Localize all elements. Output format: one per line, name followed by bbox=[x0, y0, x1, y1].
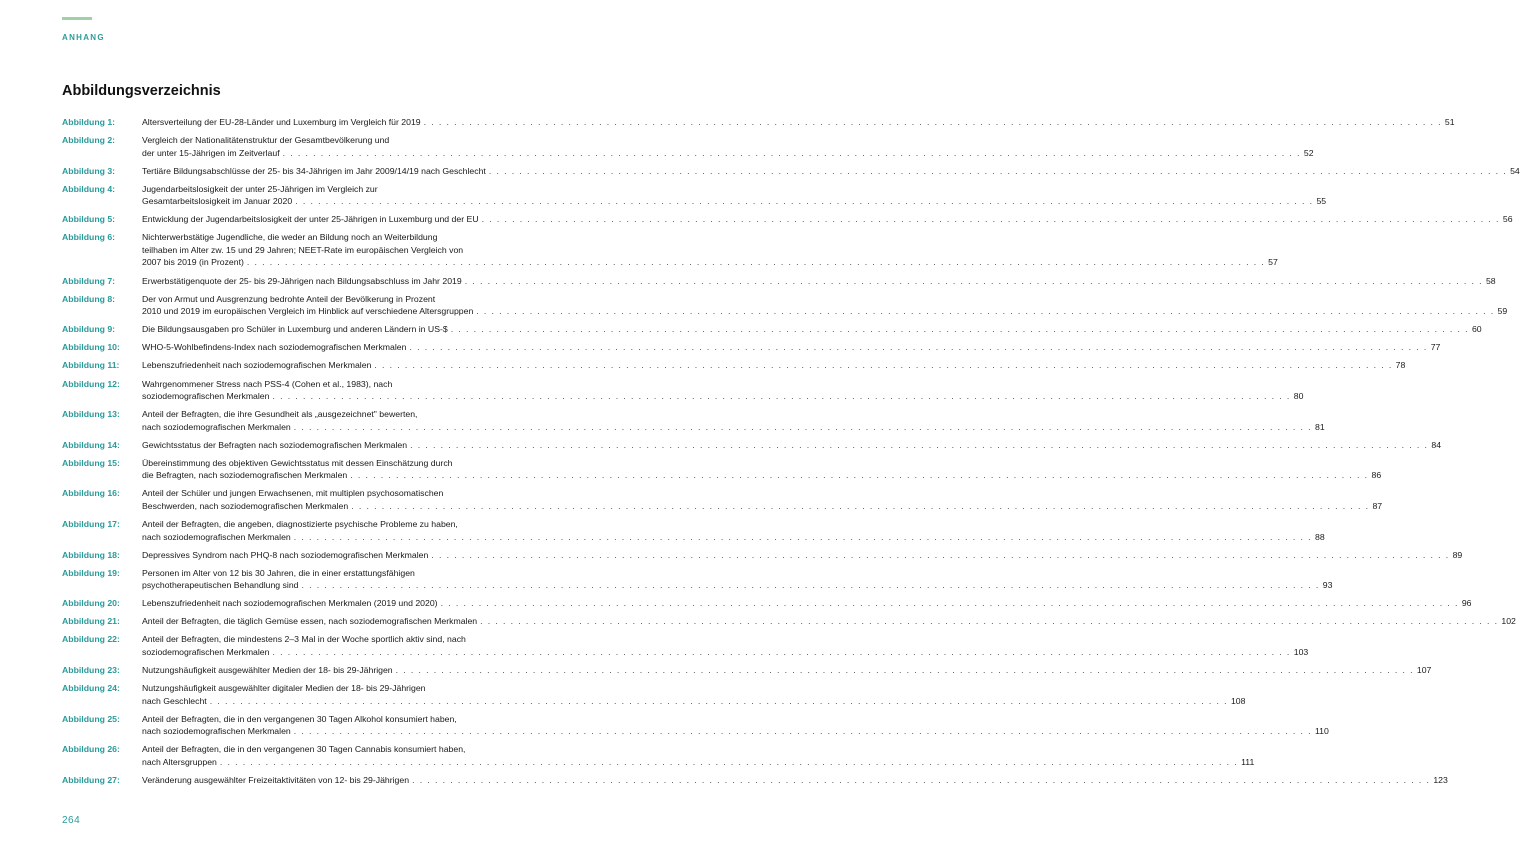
figure-label: Abbildung 5: bbox=[62, 214, 116, 225]
figure-title-line: psychotherapeutischen Behandlung sind bbox=[142, 580, 299, 591]
figure-description bbox=[142, 518, 1325, 543]
figure-label: Abbildung 22: bbox=[62, 634, 120, 645]
figure-description bbox=[142, 213, 1513, 226]
figure-title-line: Anteil der Befragten, die in den vergangenen 30 Tagen Cannabis konsumiert haben, bbox=[142, 744, 466, 755]
dot-leader bbox=[217, 756, 1241, 769]
dot-leader bbox=[393, 664, 1417, 677]
figure-title-line: Anteil der Befragten, die in den vergangenen 30 Tagen Alkohol konsumiert haben, bbox=[142, 713, 457, 724]
figure-label: Abbildung 1: bbox=[62, 117, 116, 127]
figure-page-number[interactable]: 78 bbox=[1395, 360, 1406, 371]
figure-label: Abbildung 13: bbox=[62, 409, 120, 420]
dot-leader bbox=[486, 165, 1510, 178]
figure-entry[interactable] bbox=[62, 615, 1516, 628]
figure-label: Abbildung 25: bbox=[62, 713, 120, 724]
figure-label: Abbildung 23: bbox=[62, 665, 120, 676]
figure-page-number[interactable]: 55 bbox=[1316, 196, 1327, 207]
figure-page-number[interactable]: 77 bbox=[1430, 342, 1441, 353]
figure-title-line: Nichterwerbstätige Jugendliche, die weder an Bildung noch an Weiterbildung bbox=[142, 232, 438, 243]
figure-page-number[interactable]: 59 bbox=[1497, 306, 1508, 317]
figure-title-line: soziodemografischen Merkmalen bbox=[142, 391, 270, 402]
figure-title-line: nach soziodemografischen Merkmalen bbox=[142, 726, 291, 737]
figure-label: Abbildung 20: bbox=[62, 598, 120, 609]
figure-entry[interactable] bbox=[62, 774, 1448, 787]
figure-title-line: Entwicklung der Jugendarbeitslosigkeit der unter 25-Jährigen in Luxemburg und der EU bbox=[142, 214, 479, 225]
figure-title-line: Altersverteilung der EU-28-Länder und Luxemburg im Vergleich für 2019 bbox=[142, 117, 421, 127]
figure-entry[interactable] bbox=[62, 549, 1463, 562]
figure-label: Abbildung 18: bbox=[62, 549, 120, 560]
figure-title-line: teilhaben im Alter zw. 15 und 29 Jahren; NEET-Rate im europäischen Vergleich von bbox=[142, 244, 464, 255]
figure-title-line: Wahrgenommener Stress nach PSS-4 (Cohen et al., 1983), nach bbox=[142, 378, 393, 389]
figure-label: Abbildung 24: bbox=[62, 683, 120, 694]
figure-entry[interactable] bbox=[62, 518, 1325, 543]
figure-description bbox=[142, 359, 1405, 372]
dot-leader bbox=[207, 695, 1231, 708]
figure-title-line: nach Altersgruppen bbox=[142, 756, 217, 767]
figure-entry[interactable] bbox=[62, 341, 1441, 354]
page-number: 264 bbox=[62, 815, 81, 826]
figure-label: Abbildung 4: bbox=[62, 183, 116, 194]
figure-page-number[interactable]: 80 bbox=[1293, 391, 1304, 402]
figure-page-number[interactable]: 57 bbox=[1268, 257, 1278, 268]
dot-leader bbox=[473, 305, 1497, 318]
figure-entry[interactable] bbox=[62, 664, 1432, 677]
figure-label: Abbildung 21: bbox=[62, 616, 120, 627]
figure-title-line: Anteil der Befragten, die mindestens 2–3 Mal in der Woche sportlich aktiv sind, nach bbox=[142, 634, 466, 645]
figure-description bbox=[142, 378, 1303, 403]
figure-label: Abbildung 27: bbox=[62, 774, 120, 785]
figure-entry[interactable] bbox=[62, 359, 1406, 372]
section-label: ANHANG bbox=[62, 33, 105, 42]
figure-label: Abbildung 11: bbox=[62, 360, 120, 371]
figure-page-number[interactable]: 96 bbox=[1461, 598, 1472, 609]
figure-description bbox=[142, 116, 1455, 129]
figure-description bbox=[142, 664, 1431, 677]
figure-entry[interactable] bbox=[62, 439, 1442, 452]
figure-entry[interactable] bbox=[62, 213, 1513, 226]
figure-title-line: der unter 15-Jährigen im Zeitverlauf bbox=[142, 147, 280, 158]
figure-title-line: 2010 und 2019 im europäischen Vergleich im Hinblick auf verschiedene Altersgruppen bbox=[142, 306, 474, 317]
figure-label: Abbildung 9: bbox=[62, 324, 116, 335]
header-accent-bar bbox=[62, 17, 92, 20]
figure-entry[interactable] bbox=[62, 378, 1304, 403]
figure-title-line: nach soziodemografischen Merkmalen bbox=[142, 421, 291, 432]
figure-page-number[interactable]: 107 bbox=[1416, 665, 1432, 676]
figure-page-number[interactable]: 81 bbox=[1314, 421, 1325, 432]
figure-entry[interactable] bbox=[62, 457, 1382, 482]
figure-page-number[interactable]: 89 bbox=[1452, 549, 1463, 560]
figure-title-line: nach soziodemografischen Merkmalen bbox=[142, 531, 291, 542]
figure-entry[interactable] bbox=[62, 487, 1383, 512]
figure-description bbox=[142, 487, 1382, 512]
figure-page-number[interactable]: 123 bbox=[1433, 774, 1448, 785]
figure-title-line: Übereinstimmung des objektiven Gewichtsstatus mit dessen Einschätzung durch bbox=[142, 457, 453, 468]
dot-leader bbox=[407, 439, 1431, 452]
figure-title-line: Anteil der Befragten, die ihre Gesundheit als „ausgezeichnet" bewerten, bbox=[142, 409, 418, 420]
figure-page-number[interactable]: 60 bbox=[1471, 324, 1482, 335]
figure-page-number[interactable]: 111 bbox=[1241, 756, 1255, 767]
figure-page-number[interactable]: 86 bbox=[1371, 470, 1382, 481]
figure-description bbox=[142, 183, 1326, 208]
figure-title-line: WHO-5-Wohlbefindens-Index nach soziodemografischen Merkmalen bbox=[142, 342, 407, 353]
figure-page-number[interactable]: 84 bbox=[1431, 439, 1442, 450]
figure-label: Abbildung 14: bbox=[62, 439, 120, 450]
figure-page-number[interactable]: 54 bbox=[1510, 165, 1520, 176]
figure-description bbox=[142, 275, 1496, 288]
figure-page-number[interactable]: 102 bbox=[1501, 616, 1516, 627]
dot-leader bbox=[269, 646, 1293, 659]
dot-leader bbox=[371, 359, 1395, 372]
figure-title-line: Gewichtsstatus der Befragten nach soziodemografischen Merkmalen bbox=[142, 439, 408, 450]
figure-title-line: soziodemografischen Merkmalen bbox=[142, 646, 270, 657]
figure-title-line: Anteil der Schüler und jungen Erwachsenen, mit multiplen psychosomatischen bbox=[142, 488, 444, 499]
figure-description bbox=[142, 743, 1254, 768]
figure-page-number[interactable]: 56 bbox=[1502, 214, 1513, 225]
figure-title-line: Anteil der Befragten, die angeben, diagnostizierte psychische Probleme zu haben, bbox=[142, 519, 458, 529]
dot-leader bbox=[292, 195, 1316, 208]
figure-title-line: Vergleich der Nationalitätenstruktur der Gesamtbevölkerung und bbox=[142, 135, 390, 146]
dot-leader bbox=[409, 774, 1433, 787]
figure-description bbox=[142, 549, 1462, 562]
figure-entry[interactable] bbox=[62, 408, 1325, 433]
figure-title-line: Jugendarbeitslosigkeit der unter 25-Jährigen im Vergleich zur bbox=[142, 183, 378, 194]
figure-page-number[interactable]: 108 bbox=[1230, 695, 1246, 706]
dot-leader bbox=[280, 147, 1304, 160]
figure-title-line: Veränderung ausgewählter Freizeitaktivitäten von 12- bis 29-Jährigen bbox=[142, 774, 410, 785]
figure-title-line: Anteil der Befragten, die täglich Gemüse essen, nach soziodemografischen Merkmalen bbox=[142, 616, 478, 627]
dot-leader bbox=[348, 500, 1372, 513]
figure-description bbox=[142, 615, 1516, 628]
figure-description bbox=[142, 567, 1332, 592]
figure-page-number[interactable]: 93 bbox=[1322, 580, 1333, 591]
figure-title-line: Nutzungshäufigkeit ausgewählter digitaler Medien der 18- bis 29-Jährigen bbox=[142, 683, 426, 694]
figure-entry[interactable] bbox=[62, 183, 1327, 208]
figure-title-line: Erwerbstätigenquote der 25- bis 29-Jährigen nach Bildungsabschluss im Jahr 2019 bbox=[142, 275, 462, 286]
figure-entry[interactable] bbox=[62, 323, 1482, 336]
figure-description bbox=[142, 597, 1471, 610]
figure-page-number[interactable]: 87 bbox=[1372, 500, 1383, 511]
figure-title-line: Personen im Alter von 12 bis 30 Jahren, die in einer erstattungsfähigen bbox=[142, 567, 415, 578]
figure-label: Abbildung 12: bbox=[62, 378, 120, 389]
figure-title-line: Depressives Syndrom nach PHQ-8 nach soziodemografischen Merkmalen bbox=[142, 549, 429, 560]
figure-title-line: die Befragten, nach soziodemografischen Merkmalen bbox=[142, 470, 348, 481]
figure-entry[interactable] bbox=[62, 743, 1255, 768]
dot-leader bbox=[291, 531, 1315, 544]
figure-page-number[interactable]: 88 bbox=[1314, 531, 1325, 542]
figure-page-number[interactable]: 51 bbox=[1444, 117, 1455, 127]
figure-list bbox=[62, 116, 1520, 792]
figure-page-number[interactable]: 52 bbox=[1303, 147, 1314, 158]
figure-description bbox=[142, 682, 1245, 707]
figure-label: Abbildung 16: bbox=[62, 488, 120, 499]
dot-leader bbox=[421, 116, 1445, 129]
figure-description bbox=[142, 633, 1308, 658]
figure-title-line: Lebenszufriedenheit nach soziodemografischen Merkmalen bbox=[142, 360, 372, 371]
figure-title-line: nach Geschlecht bbox=[142, 695, 207, 706]
figure-title-line: Nutzungshäufigkeit ausgewählter Medien der 18- bis 29-Jährigen bbox=[142, 665, 393, 676]
figure-entry[interactable] bbox=[62, 134, 1314, 159]
figure-entry[interactable] bbox=[62, 713, 1329, 738]
dot-leader bbox=[406, 341, 1430, 354]
dot-leader bbox=[291, 421, 1315, 434]
figure-description bbox=[142, 341, 1440, 354]
figure-title-line: Gesamtarbeitslosigkeit im Januar 2020 bbox=[142, 196, 293, 207]
figure-entry[interactable] bbox=[62, 682, 1246, 707]
figure-label: Abbildung 15: bbox=[62, 457, 120, 468]
figure-label: Abbildung 17: bbox=[62, 519, 120, 529]
figure-label: Abbildung 3: bbox=[62, 165, 116, 176]
figure-entry[interactable] bbox=[62, 567, 1333, 592]
figure-entry[interactable] bbox=[62, 633, 1309, 658]
page-title: Abbildungsverzeichnis bbox=[62, 83, 221, 99]
dot-leader bbox=[477, 615, 1501, 628]
dot-leader bbox=[291, 725, 1315, 738]
figure-entry[interactable] bbox=[62, 231, 1278, 269]
figure-label: Abbildung 6: bbox=[62, 232, 116, 243]
figure-entry[interactable] bbox=[62, 275, 1496, 288]
figure-entry[interactable] bbox=[62, 597, 1472, 610]
figure-description bbox=[142, 408, 1325, 433]
figure-title-line: 2007 bis 2019 (in Prozent) bbox=[142, 257, 244, 268]
figure-title-line: Der von Armut und Ausgrenzung bedrohte Anteil der Bevölkerung in Prozent bbox=[142, 293, 436, 304]
figure-label: Abbildung 26: bbox=[62, 744, 120, 755]
figure-description bbox=[142, 323, 1482, 336]
figure-description bbox=[142, 439, 1441, 452]
figure-description bbox=[142, 774, 1448, 787]
figure-description bbox=[142, 231, 1278, 269]
dot-leader bbox=[438, 597, 1462, 610]
figure-entry[interactable] bbox=[62, 165, 1520, 178]
figure-page-number[interactable]: 103 bbox=[1293, 646, 1309, 657]
dot-leader bbox=[448, 323, 1472, 336]
figure-title-line: Beschwerden, nach soziodemografischen Merkmalen bbox=[142, 500, 349, 511]
dot-leader bbox=[299, 579, 1323, 592]
figure-label: Abbildung 8: bbox=[62, 293, 116, 304]
figure-page-number[interactable]: 58 bbox=[1485, 275, 1496, 286]
figure-label: Abbildung 2: bbox=[62, 135, 116, 146]
dot-leader bbox=[462, 275, 1486, 288]
figure-description bbox=[142, 293, 1507, 318]
figure-label: Abbildung 10: bbox=[62, 342, 120, 353]
dot-leader bbox=[428, 549, 1452, 562]
figure-description bbox=[142, 457, 1381, 482]
figure-label: Abbildung 7: bbox=[62, 275, 116, 286]
figure-label: Abbildung 19: bbox=[62, 567, 120, 578]
figure-description bbox=[142, 165, 1520, 178]
dot-leader bbox=[479, 213, 1503, 226]
dot-leader bbox=[347, 469, 1371, 482]
figure-title-line: Tertiäre Bildungsabschlüsse der 25- bis 34-Jährigen im Jahr 2009/14/19 nach Geschlecht bbox=[142, 165, 486, 176]
figure-entry[interactable] bbox=[62, 293, 1508, 318]
dot-leader bbox=[244, 256, 1268, 269]
dot-leader bbox=[269, 390, 1293, 403]
figure-entry[interactable] bbox=[62, 116, 1455, 129]
figure-title-line: Lebenszufriedenheit nach soziodemografischen Merkmalen (2019 und 2020) bbox=[142, 598, 438, 609]
figure-description bbox=[142, 134, 1314, 159]
figure-page-number[interactable]: 110 bbox=[1314, 726, 1329, 737]
figure-title-line: Die Bildungsausgaben pro Schüler in Luxemburg und anderen Ländern in US-$ bbox=[142, 324, 448, 335]
figure-description bbox=[142, 713, 1329, 738]
